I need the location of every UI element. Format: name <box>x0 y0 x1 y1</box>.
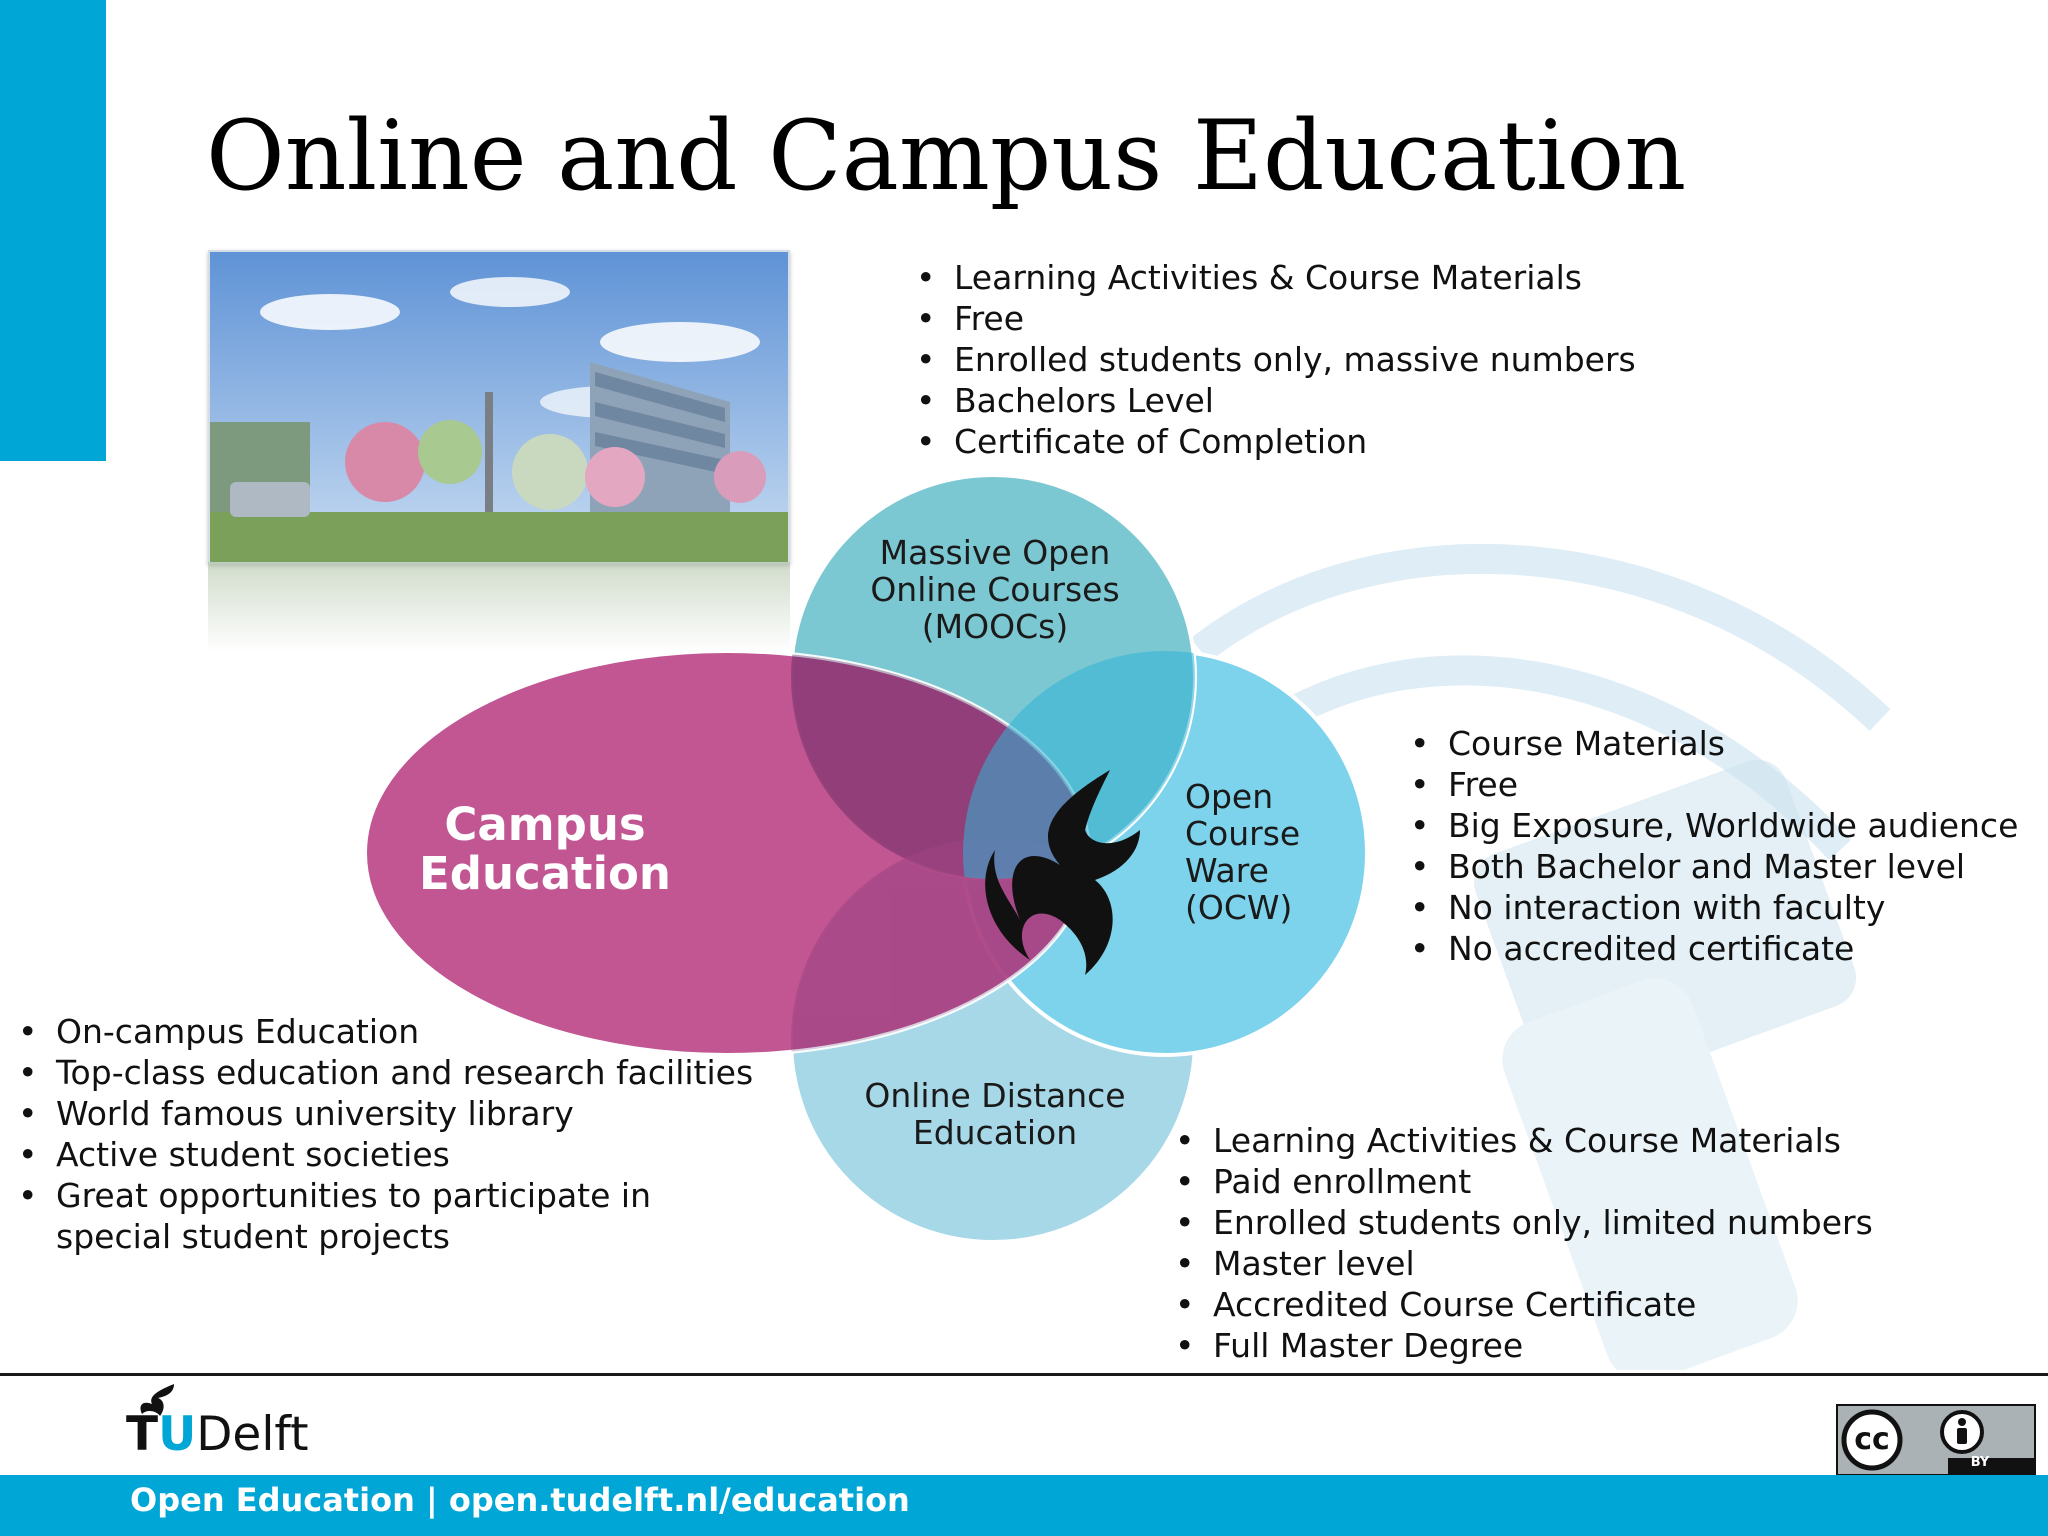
list-item: • Accredited Course Certificate <box>1175 1284 1895 1325</box>
list-item: • Learning Activities & Course Materials <box>916 257 1676 298</box>
logo-u: U <box>158 1407 197 1462</box>
list-item: • Top-class education and research facilities <box>18 1052 758 1093</box>
list-item: • Course Materials <box>1410 723 2040 764</box>
list-item: • No interaction with faculty <box>1410 887 2040 928</box>
online-distance-education-label: Online Distance Education <box>864 1076 1126 1152</box>
campus-features-list <box>18 1011 758 1257</box>
list-item: • On-campus Education <box>18 1011 758 1052</box>
mooc-label: Massive Open Online Courses (MOOCs) <box>870 533 1120 646</box>
list-item: • Bachelors Level <box>916 380 1676 421</box>
logo-t: T <box>126 1407 159 1462</box>
by-label: BY <box>1970 1455 1990 1470</box>
logo-delft: Delft <box>196 1407 309 1462</box>
list-item: • Active student societies <box>18 1134 758 1175</box>
ocw-features-list <box>1410 723 2040 969</box>
list-item: • World famous university library <box>18 1093 758 1134</box>
ocw-label: Open Course Ware (OCW) <box>1185 777 1301 927</box>
list-item: • Full Master Degree <box>1175 1325 1895 1366</box>
cc-label: cc <box>1854 1422 1890 1457</box>
footer-text: Open Education | open.tudelft.nl/education <box>130 1481 910 1519</box>
list-item: • Great opportunities to participate in special student projects <box>18 1175 758 1257</box>
list-item: • Free <box>1410 764 2040 805</box>
list-item: • No accredited certificate <box>1410 928 2040 969</box>
footer-divider <box>0 1373 2048 1376</box>
mooc-features-list <box>916 257 1676 462</box>
list-item: • Both Bachelor and Master level <box>1410 846 2040 887</box>
list-item: • Paid enrollment <box>1175 1161 1895 1202</box>
list-item: • Certificate of Completion <box>916 421 1676 462</box>
list-item: • Enrolled students only, limited numbers <box>1175 1202 1895 1243</box>
accent-bar <box>0 0 106 461</box>
list-item: • Big Exposure, Worldwide audience <box>1410 805 2040 846</box>
list-item: • Master level <box>1175 1243 1895 1284</box>
list-item: • Free <box>916 298 1676 339</box>
slide-title: Online and Campus Education <box>206 100 1687 212</box>
tudelft-logo <box>126 1407 309 1462</box>
list-item: • Learning Activities & Course Materials <box>1175 1120 1895 1161</box>
campus-education-label: Campus Education <box>419 798 671 900</box>
list-item: • Enrolled students only, massive numbers <box>916 339 1676 380</box>
ode-features-list <box>1175 1120 1895 1366</box>
